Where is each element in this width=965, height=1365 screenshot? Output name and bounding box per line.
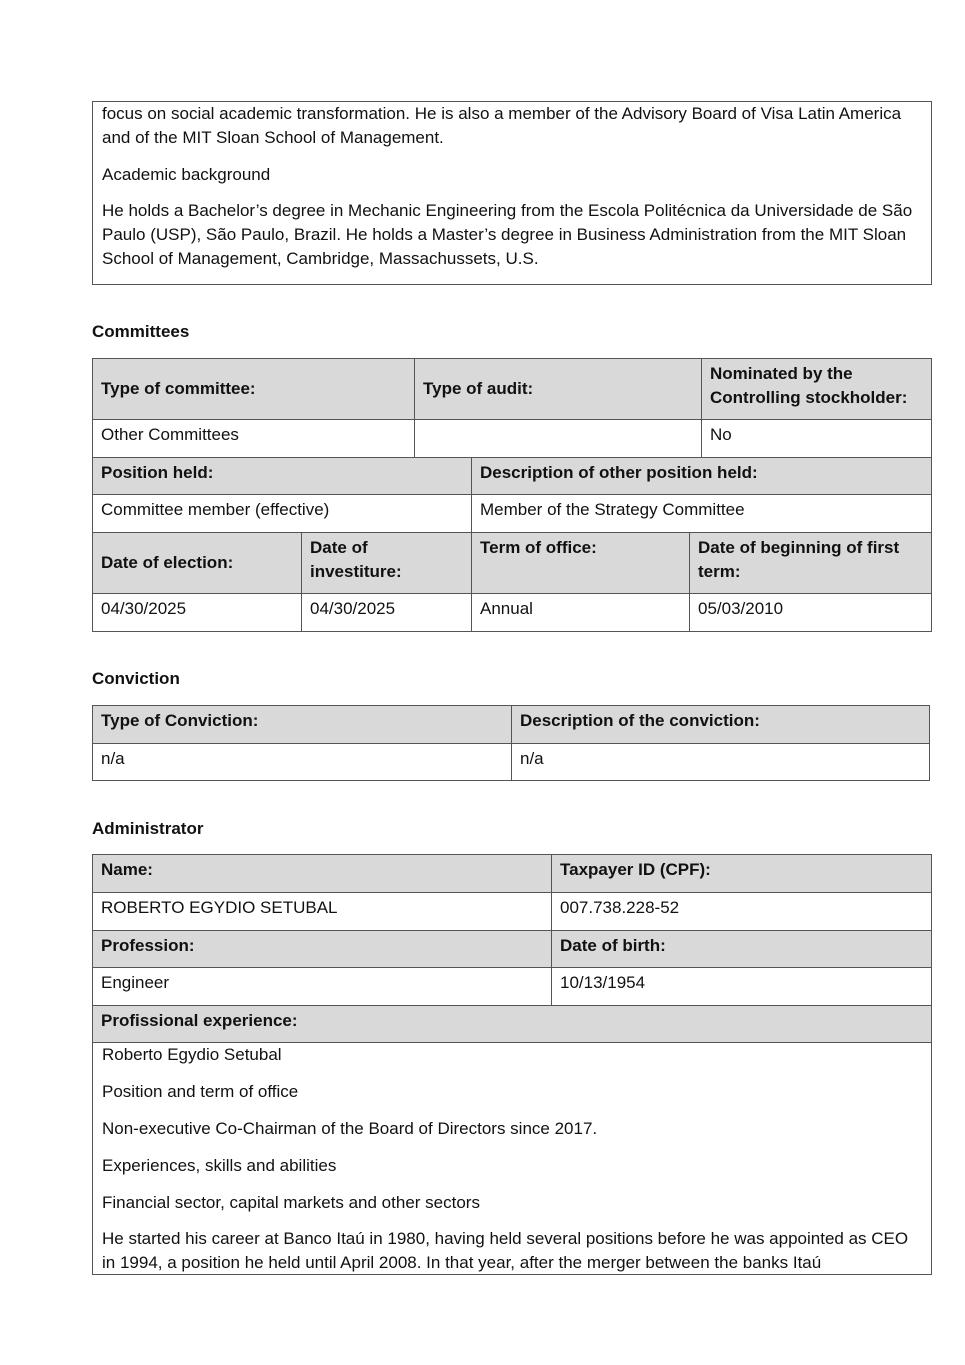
cpf-value: 007.738.228-52 <box>552 893 932 931</box>
paragraph: Academic background <box>102 165 271 184</box>
conviction-type-label: Type of Conviction: <box>93 706 512 744</box>
paragraph: Roberto Egydio Setubal <box>102 1045 282 1064</box>
experience-cell <box>93 1043 932 1275</box>
administrator-heading: Administrator <box>92 819 204 838</box>
nominated-value: No <box>702 420 932 458</box>
conviction-desc-value: n/a <box>512 744 930 781</box>
paragraph: focus on social academic transformation. He is also a member of the Advisory Board of Visa Latin America and of the MIT Sloan School of Management. <box>102 104 902 147</box>
paragraph: He holds a Bachelor’s degree in Mechanic Engineering from the Escola Politécnica da Universidade de São Paulo (USP), São Paulo, Brazil. He holds a Master’s degree in Business Administration from the MIT Sloan School of Management, Cambridge, Massachussets, U.S. <box>102 201 913 268</box>
first-term-label: Date of beginning of first term: <box>690 533 932 594</box>
paragraph: Financial sector, capital markets and other sectors <box>102 1193 480 1212</box>
name-label: Name: <box>93 855 552 893</box>
paragraph: Experiences, skills and abilities <box>102 1156 337 1175</box>
paragraph: Position and term of office <box>102 1082 299 1101</box>
nominated-label: Nominated by the Controlling stockholder: <box>702 359 932 420</box>
desc-value: Member of the Strategy Committee <box>472 495 932 533</box>
term-label: Term of office: <box>472 533 690 594</box>
term-value: Annual <box>472 594 690 632</box>
paragraph: He started his career at Banco Itaú in 1980, having held several positions before he was appointed as CEO in 1994, a position he held until April 2008. In that year, after the merger between the banks Itaú <box>102 1229 909 1272</box>
dob-value: 10/13/1954 <box>552 968 932 1006</box>
position-value: Committee member (effective) <box>93 495 472 533</box>
administrator-table <box>92 854 932 1275</box>
investiture-value: 04/30/2025 <box>302 594 472 632</box>
intro-text-box <box>92 101 932 285</box>
profession-label: Profession: <box>93 931 552 968</box>
conviction-desc-label: Description of the conviction: <box>512 706 930 744</box>
profession-value: Engineer <box>93 968 552 1006</box>
type-committee-label: Type of committee: <box>93 359 415 420</box>
dob-label: Date of birth: <box>552 931 932 968</box>
name-value: ROBERTO EGYDIO SETUBAL <box>93 893 552 931</box>
committees-heading: Committees <box>92 322 190 341</box>
experience-label: Profissional experience: <box>93 1006 932 1043</box>
election-value: 04/30/2025 <box>93 594 302 632</box>
conviction-table <box>92 705 930 781</box>
type-committee-value: Other Committees <box>93 420 415 458</box>
conviction-type-value: n/a <box>93 744 512 781</box>
position-label: Position held: <box>93 458 472 495</box>
conviction-heading: Conviction <box>92 669 180 688</box>
cpf-label: Taxpayer ID (CPF): <box>552 855 932 893</box>
first-term-value: 05/03/2010 <box>690 594 932 632</box>
desc-label: Description of other position held: <box>472 458 932 495</box>
investiture-label: Date of investiture: <box>302 533 472 594</box>
type-audit-value <box>415 420 702 458</box>
committees-table <box>92 358 932 632</box>
paragraph: Non-executive Co-Chairman of the Board of Directors since 2017. <box>102 1119 598 1138</box>
election-label: Date of election: <box>93 533 302 594</box>
type-audit-label: Type of audit: <box>415 359 702 420</box>
